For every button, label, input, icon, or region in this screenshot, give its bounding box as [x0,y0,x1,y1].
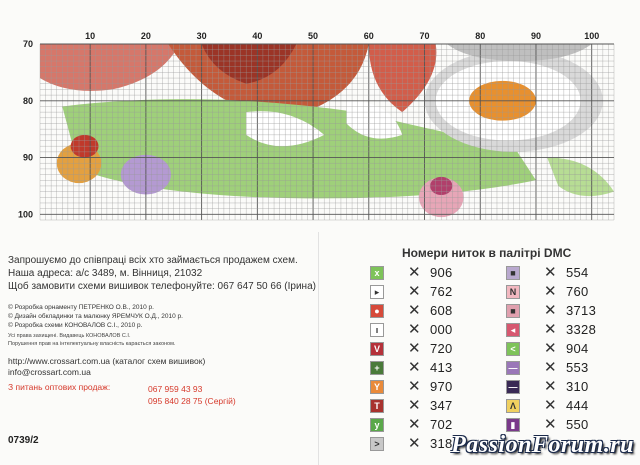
credit-ornament: © Розробка орнаменту ПЕТРЕНКО О.В., 2010 р. [8,304,154,311]
cooperation-text: Запрошуємо до співпраці всіх хто займається продажем схем. [8,255,298,266]
stitch-x-icon: ✕ [408,302,421,319]
thread-symbol: + [370,361,384,375]
address-text: Наша адреса: а/с 3489, м. Вінниця, 21032 [8,268,203,279]
stitch-x-icon: ✕ [544,302,557,319]
legend-row [506,379,640,395]
dmc-number: 762 [430,284,453,299]
legend-row [506,417,640,433]
wholesale-label: З питань оптових продаж: [8,382,111,392]
thread-symbol: < [506,342,520,356]
legend-title: Номери ниток в палітрі DMC [402,246,572,260]
x-tick-label: 10 [85,31,96,41]
stitch-x-icon: ✕ [544,264,557,281]
phone-order-text: Щоб замовити схеми вишивок телефонуйте: 067 647 50 66 (Ірина) [8,281,316,292]
thread-symbol: ▸ [370,285,384,299]
x-tick-label: 80 [475,31,486,41]
watermark: PassionForum.ru [451,432,634,458]
stitch-x-icon: ✕ [408,397,421,414]
y-tick-label: 100 [17,209,33,220]
thread-symbol: Y [370,380,384,394]
dmc-number: 3713 [566,303,597,318]
rights-text-1: Усі права захищені. Видавець КОНОВАЛОВ С.І. [8,333,131,339]
stitch-x-icon: ✕ [408,340,421,357]
thread-symbol: T [370,399,384,413]
website-link[interactable]: http://www.crossart.com.ua (каталог схем вишивок) [8,356,206,366]
credit-scheme: © Розробка схеми КОНОВАЛОВ С.І., 2010 р. [8,322,143,329]
thread-symbol: > [370,437,384,451]
dmc-number: 000 [430,322,453,337]
dmc-number: 550 [566,417,589,432]
dmc-number: 553 [566,360,589,375]
thread-symbol: Λ [506,399,520,413]
dmc-number: 904 [566,341,589,356]
stitch-x-icon: ✕ [544,340,557,357]
stitch-x-icon: ✕ [408,378,421,395]
y-tick-label: 80 [22,95,33,106]
thread-symbol: ■ [506,266,520,280]
dmc-number: 444 [566,398,589,413]
legend-row [506,398,640,414]
dmc-number: 318 [430,436,453,451]
credit-design: © Дизайн обкладинки та малюнку ЯРЕМЧУК О.Д., 2010 р. [8,313,183,320]
x-tick-label: 40 [252,31,263,41]
wholesale-phone-2: 095 840 28 75 (Сергій) [148,396,236,406]
dmc-number: 347 [430,398,453,413]
x-tick-label: 70 [419,31,430,41]
stitch-x-icon: ✕ [544,283,557,300]
stitch-x-icon: ✕ [408,283,421,300]
legend-row [506,303,640,319]
stitch-x-icon: ✕ [544,321,557,338]
x-tick-label: 100 [584,31,600,41]
dmc-number: 760 [566,284,589,299]
dmc-number: 906 [430,265,453,280]
x-tick-label: 60 [363,31,374,41]
stitch-x-icon: ✕ [544,397,557,414]
legend-row [506,322,640,338]
stitch-x-icon: ✕ [408,416,421,433]
thread-symbol: — [506,361,520,375]
wholesale-phone-1: 067 959 43 93 [148,384,203,394]
email-link[interactable]: info@crossart.com.ua [8,367,91,377]
legend-row [506,360,640,376]
dmc-number: 413 [430,360,453,375]
thread-symbol: ● [370,304,384,318]
dmc-number: 970 [430,379,453,394]
dmc-number: 3328 [566,322,597,337]
stitch-x-icon: ✕ [544,378,557,395]
stitch-x-icon: ✕ [408,321,421,338]
dmc-number: 554 [566,265,589,280]
dmc-number: 720 [430,341,453,356]
x-tick-label: 30 [196,31,207,41]
dmc-number: 310 [566,379,589,394]
stitch-x-icon: ✕ [544,359,557,376]
page-fold [318,232,319,465]
legend-row [506,284,640,300]
y-tick-label: 70 [22,39,33,49]
dmc-number: 702 [430,417,453,432]
thread-symbol: ▮ [506,418,520,432]
stitch-x-icon: ✕ [544,416,557,433]
legend-row [506,341,640,357]
dmc-number: 608 [430,303,453,318]
rights-text-2: Порушення прав на інтелектуальну власність карається законом. [8,341,176,347]
y-tick-label: 90 [22,152,33,163]
thread-symbol: N [506,285,520,299]
x-tick-label: 20 [140,31,151,41]
stitch-x-icon: ✕ [408,359,421,376]
cross-stitch-chart [0,0,640,228]
thread-symbol: V [370,342,384,356]
thread-symbol: ı [370,323,384,337]
legend-row [506,265,640,281]
thread-symbol: ◂ [506,323,520,337]
stitch-x-icon: ✕ [408,264,421,281]
scheme-code: 0739/2 [8,435,39,446]
thread-symbol: — [506,380,520,394]
thread-symbol: ■ [506,304,520,318]
stitch-x-icon: ✕ [408,435,421,452]
x-tick-label: 50 [308,31,319,41]
thread-symbol: y [370,418,384,432]
thread-symbol: x [370,266,384,280]
x-tick-label: 90 [530,31,541,41]
